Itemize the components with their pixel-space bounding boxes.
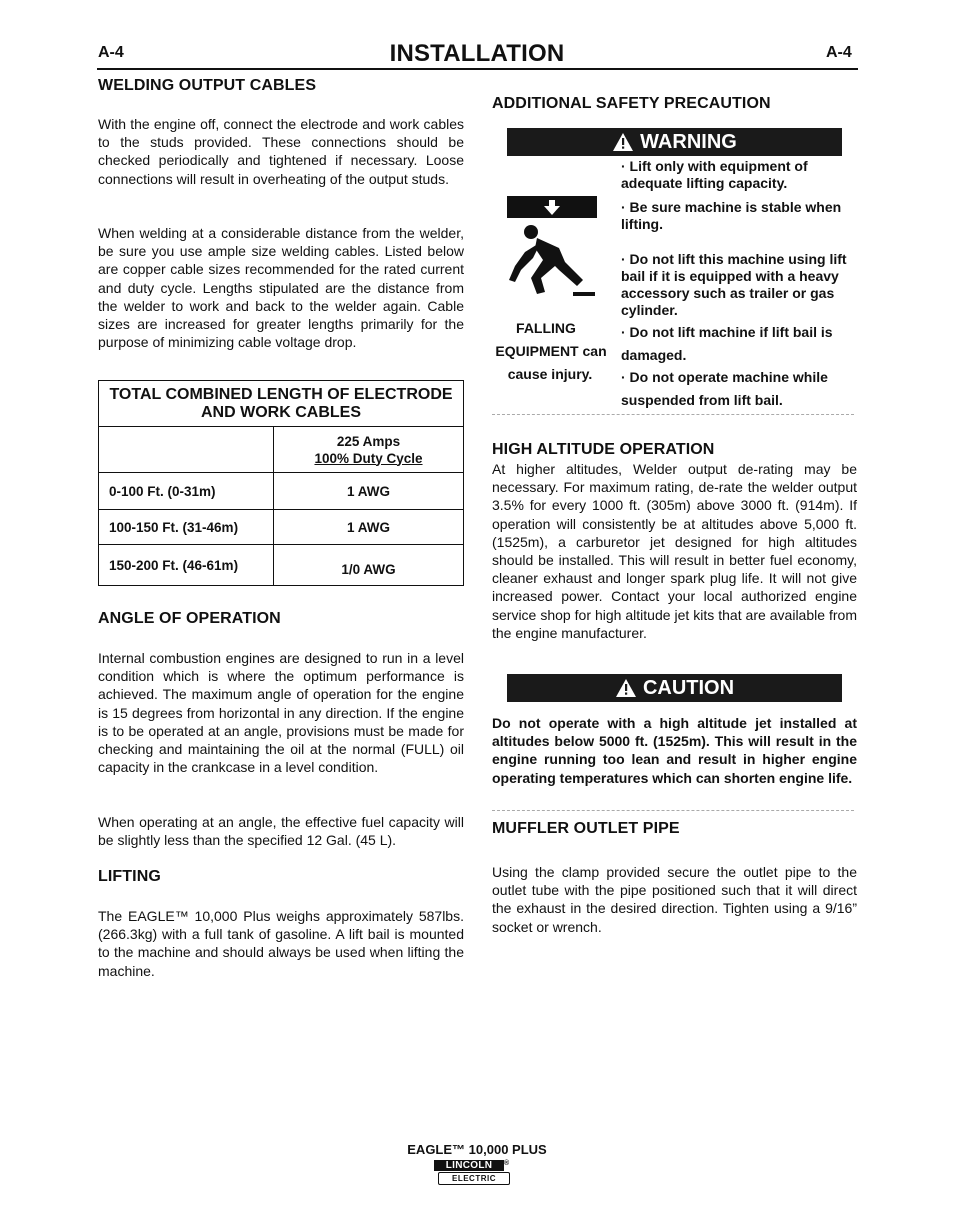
falling-caption-3: cause injury. <box>507 366 593 382</box>
angle-para-2: When operating at an angle, the effective fuel capacity will be slightly less than the specified 12 Gal. (45 L). <box>98 814 464 849</box>
warning-label: WARNING <box>640 130 737 153</box>
table-row <box>99 510 464 545</box>
cable-size-cell: 1/0 AWG <box>274 545 464 586</box>
header-rule <box>97 68 858 70</box>
logo-bottom-text: ELECTRIC <box>438 1172 510 1185</box>
warning-item-4: · Do not lift machine if lift bail is damaged. <box>621 324 833 363</box>
welding-cables-para-1: With the engine off, connect the electrode and work cables to the studs provided. These connections should be checked periodically and tightened if necessary. Loose connections will result in overheating of the output studs. <box>98 116 464 187</box>
lincoln-electric-logo <box>434 1160 510 1185</box>
cable-length-cell: 100-150 Ft. (31-46m) <box>99 510 274 545</box>
table-row <box>99 473 464 510</box>
cable-length-cell: 0-100 Ft. (0-31m) <box>99 473 274 510</box>
angle-heading: ANGLE OF OPERATION <box>98 610 281 627</box>
caution-text: Do not operate with a high altitude jet installed at altitudes below 5000 ft. (1525m). This will result in the engine running too lean and result in higher engine operating temperatures which can shorten engine life. <box>492 715 857 786</box>
warning-banner <box>507 128 842 156</box>
cable-size-table <box>98 380 464 586</box>
welding-cables-para-2: When welding at a considerable distance from the welder, be sure you use ample size welding cables. Listed below are copper cable sizes recommended for the rated current and duty cycle. Lengths stipulated are the distance from the welder to work and back to the welder again. Cable sizes are increased for greater lengths primarily for the purpose of minimizing cable voltage drop. <box>98 225 464 351</box>
registered-mark: ® <box>504 1160 510 1167</box>
cable-size-cell: 1 AWG <box>274 510 464 545</box>
muffler-para: Using the clamp provided secure the outlet pipe to the outlet tube with the pipe positioned such that it will direct the exhaust in the desired direction. Tighten using a 9/16” socket or wrench. <box>492 864 857 935</box>
warning-item-3: · Do not lift this machine using lift bail if it is equipped with a heavy accessory such as trailer or gas cylinder. <box>621 251 847 318</box>
cable-size-cell: 1 AWG <box>274 473 464 510</box>
caution-label: CAUTION <box>642 676 735 699</box>
falling-equipment-icon <box>507 196 597 302</box>
page-number-right: A-4 <box>826 44 852 61</box>
lifting-heading: LIFTING <box>98 868 161 885</box>
table-row <box>99 545 464 586</box>
angle-para-1: Internal combustion engines are designed to run in a level condition which is where the optimum performance is achieved. The maximum angle of operation for the engine is 15 degrees from horizontal in any direction. If the engine is to be operated at an angle, provisions must be made for checking and maintaining the oil at the normal (FULL) oil capacity in the crankcase in a level condition. <box>98 650 464 776</box>
safety-heading: ADDITIONAL SAFETY PRECAUTION <box>492 95 771 112</box>
falling-caption-1: FALLING <box>516 320 576 336</box>
section-divider <box>492 414 854 415</box>
page-number-left: A-4 <box>98 44 124 61</box>
altitude-para: At higher altitudes, Welder output de-rating may be necessary. For maximum rating, de-rate the welder output 3.5% for every 1000 ft. (305m) above 3000 ft. (914m). If operation will consistently be at altitudes above 5,000 ft. (1525m), a carburetor jet designed for high altitudes should be installed. This will result in better fuel economy, cleaner exhaust and longer spark plug life. It will not give increased power. Contact your local authorized engine service shop for high altitude jet kits that are available from the engine manufacturer. <box>492 461 857 641</box>
muffler-heading: MUFFLER OUTLET PIPE <box>492 820 680 837</box>
section-divider <box>492 810 854 811</box>
welding-cables-heading: WELDING OUTPUT CABLES <box>98 77 317 94</box>
warning-item-5: · Do not operate machine while suspended from lift bail. <box>621 369 828 408</box>
warning-item-2: · Be sure machine is stable when lifting. <box>621 199 842 232</box>
amps-label: 225 Amps <box>336 433 401 449</box>
altitude-heading: HIGH ALTITUDE OPERATION <box>492 441 715 458</box>
cable-table-title: TOTAL COMBINED LENGTH OF ELECTRODE AND WORK CABLES <box>99 381 464 427</box>
caution-triangle-icon <box>615 678 637 698</box>
warning-triangle-icon <box>612 132 634 152</box>
falling-caption-2: EQUIPMENT can <box>495 343 607 359</box>
duty-cycle-label: 100% Duty Cycle <box>314 450 423 466</box>
cable-length-cell: 150-200 Ft. (46-61m) <box>99 545 274 586</box>
warning-item-1: · Lift only with equipment of adequate lifting capacity. <box>621 158 808 191</box>
footer-model: EAGLE™ 10,000 PLUS <box>407 1142 547 1157</box>
logo-top-text: LINCOLN <box>434 1160 504 1171</box>
cable-table-empty-cell <box>99 427 274 473</box>
cable-table-column-header <box>274 427 464 473</box>
caution-banner <box>507 674 842 702</box>
lifting-para: The EAGLE™ 10,000 Plus weighs approximately 587lbs. (266.3kg) with a full tank of gasoline. A lift bail is mounted to the machine and should always be used when lifting the machine. <box>98 908 464 979</box>
page-title: INSTALLATION <box>389 40 565 67</box>
